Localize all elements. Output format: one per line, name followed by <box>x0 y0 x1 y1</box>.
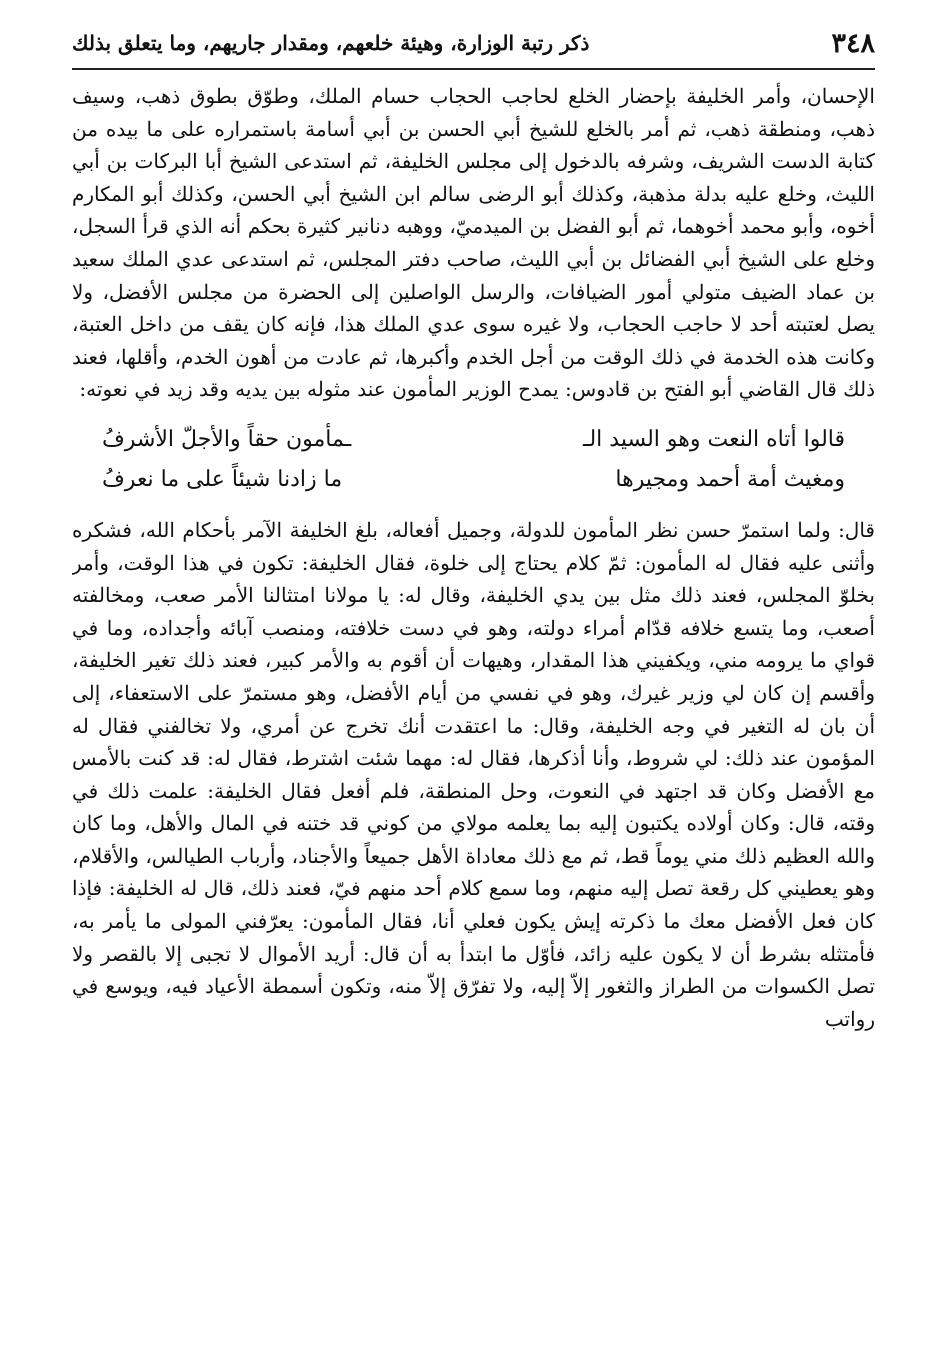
paragraph: قال: ولما استمرّ حسن نظر المأمون للدولة، وجميل أفعاله، بلغ الخليفة الآمر بأحكام الله، فشكره وأثنى عليه فقال له المأمون: ثمّ كلام يحتاج إلى خلوة، فقال الخليفة: تكون في هذا الوقت، وأمر بخلوّ المجلس، فعند ذلك مثل بين يدي الخليفة، وقال له: يا مولانا امتثالنا الأمر صعب، ومخالفته أصعب، وما يتسع خلافه قدّام أمراء دولته، وهو في دست خلافته، ومنصب آبائه وأجداده، وما في قواي ما يرومه مني، ويكفيني هذا المقدار، وهيهات أن أقوم به والأمر كبير، فعند ذلك تغير الخليفة، وأقسم إن كان لي وزير غيرك، وهو في نفسي من أيام الأفضل، وهو مستمرّ على الاستعفاء، إلى أن بان له التغير في وجه الخليفة، وقال: ما اعتقدت أنك تخرج عن أمري، ولا تخالفني فقال له المؤمون عند ذلك: لي شروط، وأنا أذكرها، فقال له: مهما شئت اشترط، فقال له: قد كنت بالأمس مع الأفضل وكان قد اجتهد في النعوت، وحل المنطقة، فلم أفعل فقال الخليفة: علمت ذلك في وقته، قال: وكان أولاده يكتبون إليه بما يعلمه مولاي من كوني قد ختنه في المال والأهل، وما كان والله العظيم ذلك مني يوماً قط، ثم مع ذلك معاداة الأهل جميعاً والأجناد، وأرباب الطيالس، والأقلام، وهو يعطيني كل رقعة تصل إليه منهم، وما سمع كلام أحد منهم فيّ، فعند ذلك، قال له الخليفة: فإذا كان فعل الأفضل معك ما ذكرته إيش يكون فعلي أنا، فقال المأمون: يعرّفني المولى ما يأمر به، فأمتثله بشرط أن لا يكون عليه زائد، فأوّل ما ابتدأ به أن قال: أريد الأموال لا تجبى إلا بالقصر ولا تصل الكسوات من الطراز والثغور إلاّ إليه، ولا تفرّق إلاّ منه، وتكون أسمطة الأعياد فيه، ويوسع في رواتب <box>72 517 875 1031</box>
hemistich-first: ومغيث أمة أحمد ومجيرها <box>615 466 845 492</box>
verse <box>102 460 845 500</box>
hemistich-second: ـمأمون حقاً والأجلّ الأشرفُ <box>102 426 352 452</box>
page-header <box>72 22 875 64</box>
paragraph: الإحسان، وأمر الخليفة بإحضار الخلع لحاجب الحجاب حسام الملك، وطوّق بطوق ذهب، وسيف ذهب، ومنطقة ذهب، ثم أمر بالخلع للشيخ أبي الحسن بن أبي أسامة باستمراره على ما بيده من كتابة الدست الشريف، وشرفه بالدخول إلى مجلس الخليفة، ثم استدعى الشيخ أبا البركات بن أبي الليث، وخلع عليه بدلة مذهبة، وكذلك أبو الرضى سالم ابن الشيخ أبي الحسن، وكذلك أبو المكارم أخوه، وأبو محمد أخوهما، ثم أبو الفضل بن الميدميّ، ووهبه دنانير كثيرة بحكم أنه الذي قرأ السجل، وخلع على الشيخ أبي الفضائل بن أبي الليث، صاحب دفتر المجلس، ثم استدعى عدي الملك سعيد بن عماد الضيف متولي أمور الضيافات، والرسل الواصلين إلى الحضرة من مجلس الأفضل، ولا يصل لعتبته أحد لا حاجب الحجاب، ولا غيره سوى عدي الملك هذا، فإنه كان يقف من داخل العتبة، وكانت هذه الخدمة في ذلك الوقت من أجل الخدم وأكبرها، ثم عادت من أهون الخدم، وأقلها، فعند ذلك قال القاضي أبو الفتح بن قادوس: يمدح الوزير المأمون عند مثوله بين يديه وقد زيد في نعوته: <box>72 84 875 402</box>
header-rule <box>72 68 875 70</box>
hemistich-second: ما زادنا شيئاً على ما نعرفُ <box>102 466 343 492</box>
hemistich-first: قالوا أتاه النعت وهو السيد الـ <box>583 426 845 452</box>
main-text <box>72 80 875 1307</box>
poem <box>72 420 875 500</box>
verse <box>102 420 845 460</box>
page-number: ٣٤٨ <box>831 27 875 59</box>
running-title: ذكر رتبة الوزارة، وهيئة خلعهم، ومقدار جاريهم، وما يتعلق بذلك <box>72 31 590 55</box>
